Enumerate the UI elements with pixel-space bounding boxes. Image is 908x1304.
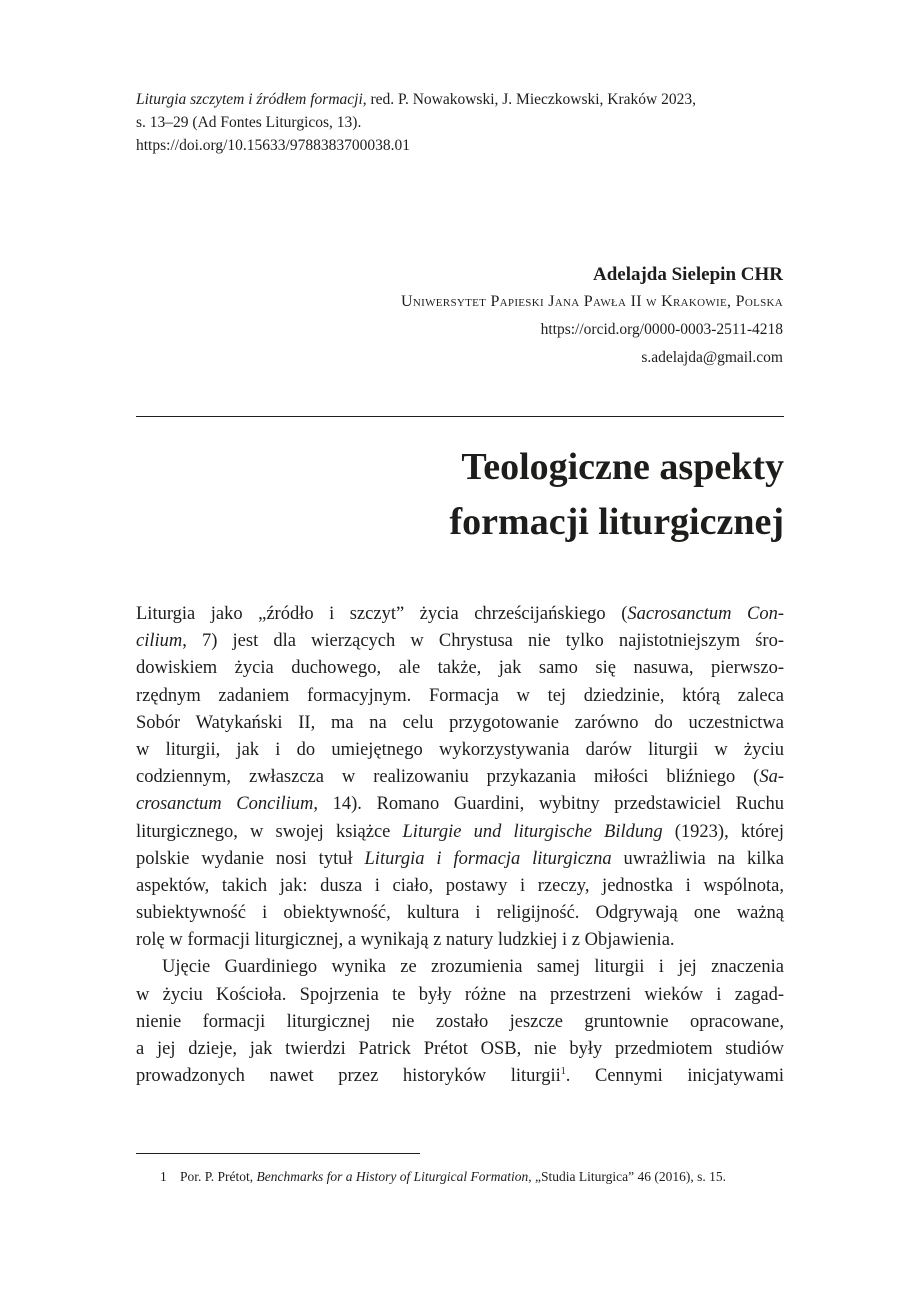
title-line-2: formacji liturgicznej	[449, 501, 784, 543]
paragraph-1-line: dowiskiem życia duchowego, ale także, jak samo się nasuwa, pierwszo-	[136, 658, 784, 679]
paragraph-1-line: rzędnym zadaniem formacyjnym. Formacja w tej dziedzinie, którą zaleca	[136, 685, 784, 706]
paragraph-2-line: nienie formacji liturgicznej nie zostało jeszcze gruntownie opracowane,	[136, 1011, 784, 1032]
paragraph-1-line: w liturgii, jak i do umiejętnego wykorzystywania darów liturgii w życiu	[136, 739, 784, 760]
body-text	[136, 601, 784, 1090]
citation-line-2: s. 13–29 (Ad Fontes Liturgicos, 13).	[136, 114, 362, 131]
footnote-number: 1	[160, 1169, 167, 1184]
paragraph-2-line: a jej dzieje, jak twierdzi Patrick Prétot OSB, nie były przedmiotem studiów	[136, 1039, 784, 1059]
paragraph-2-line: prowadzonych nawet przez historyków liturgii$^1$. Cennymi inicjatywami	[136, 1066, 784, 1087]
author-block	[143, 262, 783, 372]
paragraph-1-line: liturgicznego, w swojej książce Liturgie und liturgische Bildung (1923), której	[136, 821, 784, 842]
orcid-link[interactable]: https://orcid.org/0000-0003-2511-4218	[540, 321, 783, 338]
paragraph-1-line: aspektów, takich jak: dusza i ciało, postawy i rzeczy, jednostka i wspólnota,	[136, 875, 784, 896]
paragraph-1-line: subiektywność i obiektywność, kultura i religijność. Odgrywają one ważną	[136, 903, 784, 924]
footnote-reference[interactable]: 1	[560, 1066, 566, 1078]
paragraph-1-line: codziennym, zwłaszcza w realizowaniu przykazania miłości bliźniego (Sa-	[136, 767, 784, 788]
paragraph-1-line: Sobór Watykański II, ma na celu przygotowanie zarówno do uczestnictwa	[136, 712, 784, 733]
author-affiliation: Uniwersytet Papieski Jana Pawła II w Krakowie, Polska	[401, 293, 783, 310]
doi-link[interactable]: https://doi.org/10.15633/9788383700038.01	[136, 137, 410, 154]
paragraph-1-line: crosanctum Concilium, 14). Romano Guardini, wybitny przedstawiciel Ruchu	[136, 794, 785, 815]
article-title	[144, 440, 784, 550]
paragraph-2-line: Ujęcie Guardiniego wynika ze zrozumienia samej liturgii i jej znaczenia	[162, 957, 784, 978]
footnote: 1 Por. P. Prétot, Benchmarks for a History of Liturgical Formation, „Studia Liturgica” 46 (2016), s. 15.	[160, 1169, 726, 1184]
author-name: Adelajda Sielepin CHR	[592, 264, 783, 285]
paragraph-2-line: w życiu Kościoła. Spojrzenia te były różne na przestrzeni wieków i zagad-	[136, 984, 784, 1005]
footnote-cited-title: Benchmarks for a History of Liturgical Formation	[256, 1169, 529, 1184]
footnote-divider	[136, 1153, 420, 1154]
email-link[interactable]: s.adelajda@gmail.com	[641, 349, 783, 366]
citation-header	[136, 88, 786, 157]
paragraph-1-line: cilium, 7) jest dla wierzących w Chrystusa nie tylko najistotniejszym śro-	[136, 631, 784, 652]
citation-line-1: Liturgia szczytem i źródłem formacji, red. P. Nowakowski, J. Mieczkowski, Kraków 2023,	[136, 91, 696, 108]
paragraph-1-line: rolę w formacji liturgicznej, a wynikają z natury ludzkiej i z Objawienia.	[136, 930, 675, 951]
paragraph-1-line: polskie wydanie nosi tytuł Liturgia i formacja liturgiczna uwrażliwia na kilka	[136, 848, 785, 869]
header-divider	[136, 416, 784, 417]
paragraph-1-line: Liturgia jako „źródło i szczyt” życia chrześcijańskiego (Sacrosanctum Con-	[136, 604, 784, 624]
book-title: Liturgia szczytem i źródłem formacji	[136, 91, 363, 108]
title-line-1: Teologiczne aspekty	[461, 446, 784, 488]
